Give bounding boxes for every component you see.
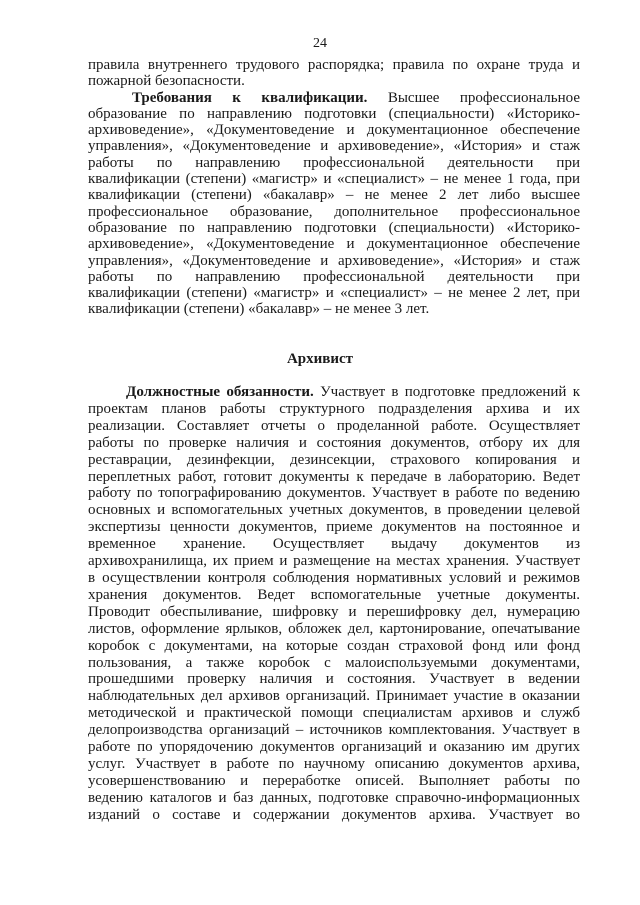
text-fragment: Участвует в подготовке предложений к <box>320 384 580 400</box>
text-line: реставрации, дезинфекции, дезинсекции, страхового копирования и <box>88 451 580 468</box>
text-line: переплетных работ, готовит документы к передаче в лабораторию. Ведет <box>88 468 580 485</box>
section-title: Архивист <box>286 351 354 367</box>
requirements-heading-line <box>88 90 580 106</box>
duties-block <box>88 384 580 824</box>
text-line: в осуществлении контроля соблюдения нормативных условий и режимов <box>88 569 580 586</box>
text-line: реализации. Составляет отчеты о проделанной работе. Осуществляет <box>88 417 580 434</box>
text-line: квалификации (степени) «магистр» и «специалист» – не менее 1 года, при <box>88 171 580 188</box>
text-line: пользования, а также коробок с малоиспользуемыми документами, <box>88 654 580 671</box>
text-line: архивоведение», «Документоведение и документационное обеспечение <box>88 122 580 139</box>
text-line: управления», «Документоведение и архивоведение», «История» и стаж <box>88 252 580 269</box>
text-line: профессиональное образование, дополнительное профессиональное <box>88 203 580 220</box>
text-line: управления», «Документоведение и архивоведение», «История» и стаж <box>88 138 580 155</box>
requirements-label: Требования к квалификации. <box>132 89 368 106</box>
text-line: работы по направлению профессиональной деятельности при <box>88 268 580 285</box>
text-line: изданий о составе и содержании документов архива. Участвует во <box>88 806 580 823</box>
text-line: работе по упорядочению документов организаций и оказанию им других <box>88 739 580 756</box>
duties-heading-line <box>88 384 580 401</box>
text-line: экспертизы ценности документов, приеме документов на постоянное и <box>88 519 580 536</box>
text-line: основных и вспомогательных учетных документов, в проведении целевой <box>88 502 580 519</box>
text-fragment: Высшее профессиональное <box>387 89 580 106</box>
text-line: делопроизводства организаций – источников комплектования. Участвует в <box>88 722 580 739</box>
text-line: Проводит обеспыливание, шифровку и перешифровку дел, нумерацию <box>88 603 580 620</box>
text-line: квалификации (степени) «магистр» и «специалист» – не менее 2 лет, при <box>88 285 580 302</box>
page-number: 24 <box>313 36 327 51</box>
text-line: услуг. Участвует в работе по научному описанию документов архива, <box>88 755 580 772</box>
text-line: пожарной безопасности. <box>88 73 245 90</box>
text-line: усовершенствованию и переработке описей. Выполняет работы по <box>88 772 580 789</box>
text-line: архивоведение», «Документоведение и документационное обеспечение <box>88 236 580 253</box>
text-line: квалификации (степени) «бакалавр» – не менее 3 лет. <box>88 301 430 318</box>
text-line: работы по направлению профессиональной деятельности при <box>88 154 580 171</box>
text-line: работу по топографированию документов. Участвует в работе по ведению <box>88 485 580 502</box>
text-line: квалификации (степени) «бакалавр» – не менее 2 лет либо высшее <box>88 187 580 204</box>
text-line: образование по направлению подготовки (специальности) «Историко- <box>88 105 580 122</box>
text-line: временное хранение. Осуществляет выдачу документов из <box>88 536 580 553</box>
text-line: образование по направлению подготовки (специальности) «Историко- <box>88 219 580 236</box>
text-line: наблюдательных дел архивов организаций. Принимает участие в оказании <box>88 688 580 705</box>
text-line: методической и практической помощи специалистам архивов и служб <box>88 705 580 722</box>
text-line: работы по проверке наличия и состояния документов, отбору их для <box>88 434 580 451</box>
text-line: правила внутреннего трудового распорядка; правила по охране труда и <box>88 57 580 73</box>
text-line: проектам планов работы структурного подразделения архива и их <box>88 400 580 417</box>
qualification-block <box>88 57 580 318</box>
text-line: листов, оформление ярлыков, обложек дел, картонирование, опечатывание <box>88 620 580 637</box>
text-line: ведению каталогов и баз данных, подготовке справочно-информационных <box>88 789 580 806</box>
text-line: архивохранилища, их прием и размещение на местах хранения. Участвует <box>88 553 580 570</box>
duties-label: Должностные обязанности. <box>126 384 314 400</box>
text-line: хранения документов. Ведет вспомогательные учетные документы. <box>88 586 580 603</box>
text-line: коробок с документами, на которые создан страховой фонд или фонд <box>88 637 580 654</box>
text-line: прошедшими проверку наличия и состояния. Участвует в ведении <box>88 671 580 688</box>
